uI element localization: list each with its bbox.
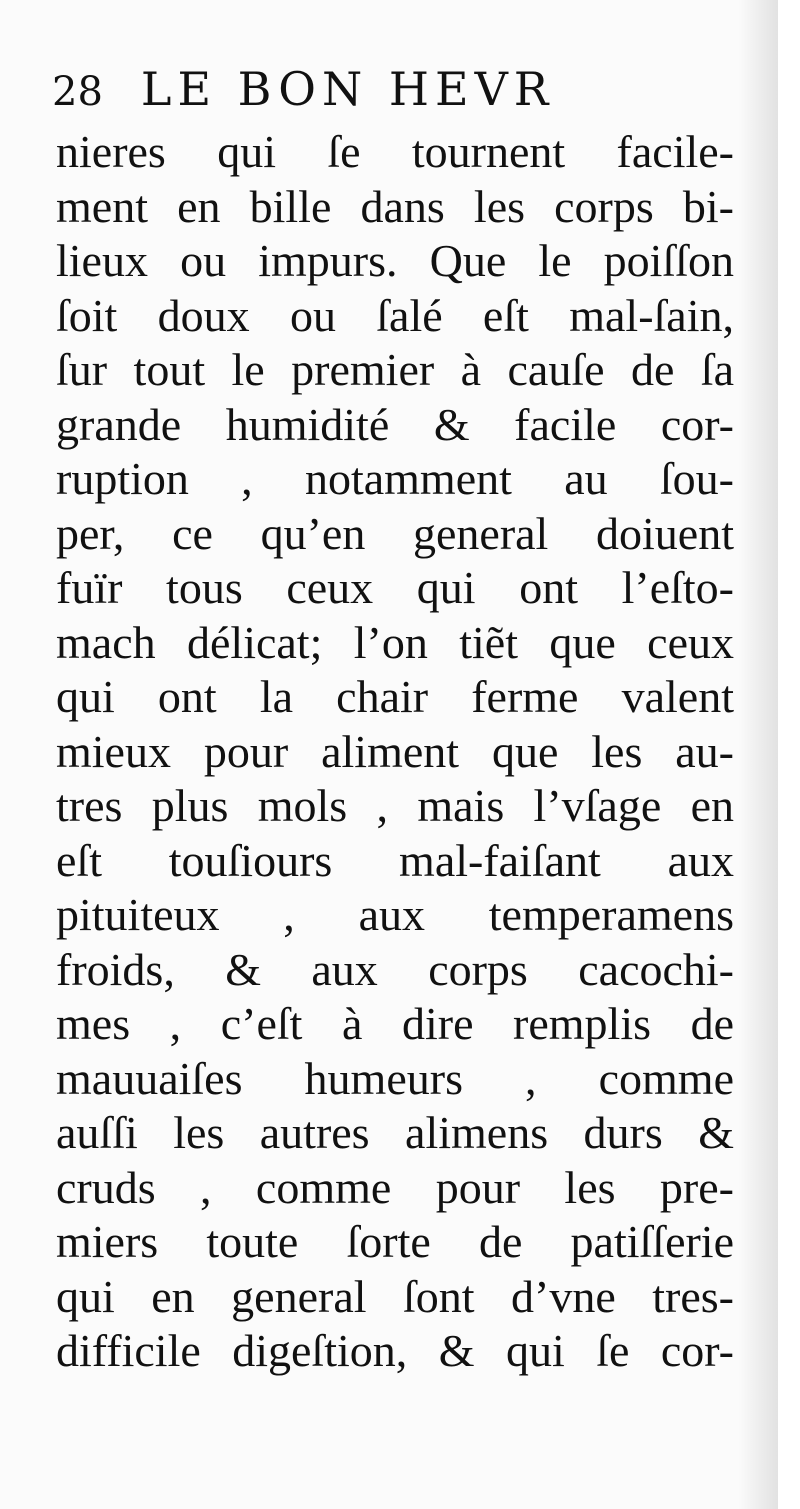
body-text xyxy=(56,125,734,1379)
text-line: mes , c’eſt à dire remplis de xyxy=(56,998,734,1049)
text-line: ſoit doux ou ſalé eſt mal-ſain, xyxy=(56,289,734,341)
text-line: mieux pour aliment que les au- xyxy=(56,725,734,777)
text-line: grande humidité & facile cor- xyxy=(56,398,734,450)
text-line: ment en bille dans les corps bi- xyxy=(56,180,734,232)
text-line: mauuaiſes humeurs , comme xyxy=(56,1052,734,1104)
text-line: difficile digeſtion, & qui ſe cor- xyxy=(56,1325,734,1376)
page-header xyxy=(52,62,554,124)
text-line: miers toute ſorte de patiſſerie xyxy=(56,1216,734,1267)
text-line: eſt touſiours mal-faiſant aux xyxy=(56,834,734,886)
text-line: fuïr tous ceux qui ont l’eſto- xyxy=(56,562,734,613)
running-head: LE BON HEVR xyxy=(140,62,555,116)
text-line: ſur tout le premier à cauſe de ſa xyxy=(56,344,734,395)
text-line: qui en general ſont d’vne tres- xyxy=(56,1270,734,1322)
text-line: nieres qui ſe tournent facile- xyxy=(56,126,734,177)
text-line: cruds , comme pour les pre- xyxy=(56,1161,734,1213)
text-line: froids, & aux corps cacochi- xyxy=(56,943,734,995)
page-number: 28 xyxy=(52,69,103,115)
text-line: auſſi les autres alimens durs & xyxy=(56,1107,734,1158)
text-line: pituiteux , aux temperamens xyxy=(56,889,734,940)
text-line: mach délicat; l’on tiẽt que ceux xyxy=(56,616,734,668)
text-line: lieux ou impurs. Que le poiſſon xyxy=(56,235,734,286)
text-line: ruption , notamment au ſou- xyxy=(56,453,734,504)
text-line: qui ont la chair ferme valent xyxy=(56,671,734,722)
text-line: tres plus mols , mais l’vſage en xyxy=(56,780,734,831)
text-line: per, ce qu’en general doiuent xyxy=(56,507,734,559)
